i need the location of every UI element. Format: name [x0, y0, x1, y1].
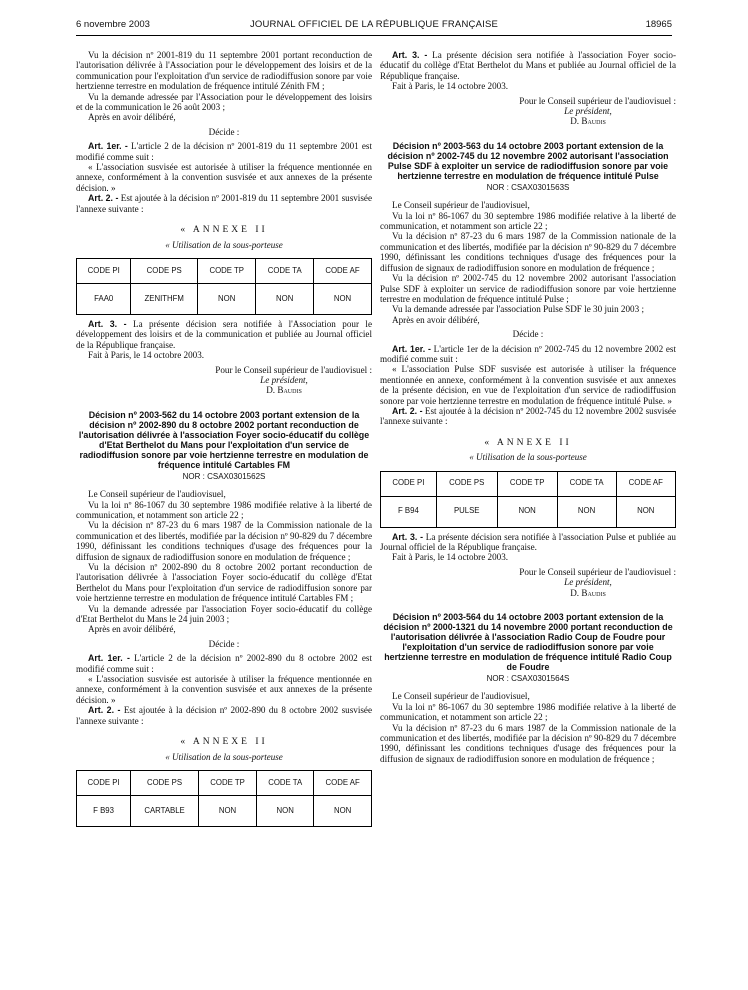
- signature-title: Le président,: [564, 577, 612, 588]
- table-cell: PULSE: [436, 496, 497, 527]
- annexe-table: [76, 770, 372, 827]
- table-cell: FAA0: [77, 283, 131, 314]
- article-2: [380, 406, 676, 427]
- decide-heading: Décide :: [512, 329, 544, 340]
- paragraph: Vu la demande adressée par l'association Pulse SDF le 30 juin 2003 ;: [392, 304, 644, 315]
- article-1: [76, 141, 372, 162]
- article-label: Art. 1er. -: [88, 141, 128, 152]
- paragraph: Le Conseil supérieur de l'audiovisuel,: [88, 489, 226, 500]
- journal-title: JOURNAL OFFICIEL DE LA RÉPUBLIQUE FRANÇAISE: [249, 19, 499, 30]
- paragraph: Après en avoir délibéré,: [88, 112, 176, 123]
- table-cell: NON: [557, 496, 616, 527]
- fait-a-paris: Fait à Paris, le 14 octobre 2003.: [392, 81, 509, 92]
- decide-heading: Décide :: [208, 638, 240, 649]
- table-row: [77, 795, 372, 826]
- annexe-subtitle: « Utilisation de la sous-porteuse: [165, 751, 283, 762]
- article-2: [76, 705, 372, 726]
- table-cell: NON: [497, 496, 557, 527]
- paragraph: Vu la décision nº 87-23 du 6 mars 1987 de la Commission nationale de la communication et des libertés, modifiée par la décision nº 90-829 du 7 décembre 1990, définissant les conditions techniques d'usage des fréquences pour la diffusion de signaux de radiodiffusion sonore en modulation de fréquence ;: [380, 722, 676, 764]
- article-label: Art. 1er. -: [88, 653, 130, 664]
- annexe-subtitle: « Utilisation de la sous-porteuse: [469, 452, 587, 463]
- article-label: Art. 2. -: [392, 405, 423, 416]
- article-quote: « L'association susvisée est autorisée à utiliser la fréquence mentionnée en annexe, conformément à la convention susvisée et aux annexes de la présente décision. »: [76, 162, 372, 193]
- table-header: CODE PI: [381, 471, 437, 496]
- table-row: [381, 496, 676, 527]
- article-text: L'article 1er de la décision nº 2002-745 du 12 novembre 2002 est modifié comme suit :: [380, 343, 677, 364]
- table-header: CODE PI: [77, 258, 131, 283]
- paragraph: Vu la décision nº 2001-819 du 11 septembre 2001 portant reconduction de l'autorisation délivrée à l'Association pour le développement des loisirs et de la communication pour l'exploitation d'un service de radiodiffusion sonore par voie hertzienne terrestre en modulation de fréquence intitulé Zénith FM ;: [76, 50, 372, 92]
- table-header: CODE TP: [197, 258, 255, 283]
- decision-title: Décision nº 2003-562 du 14 octobre 2003 portant extension de la décision nº 2002-890 du 8 octobre 2002 portant reconduction de l'autorisation délivrée à l'association Foyer socio-éducatif du collège d'Etat Berthelot du Mans pour l'exploitation d'un service de radiodiffusion sonore par voie hertzienne terrestre en modulation de fréquence intitulé Cartables FM: [78, 409, 370, 470]
- article-quote: « L'association Pulse SDF susvisée est autorisée à utiliser la fréquence mentionnée en annexe, conformément à la convention susvisée et aux annexes de la présente décision, en vue de l'exploitation d'un service de radiodiffusion sonore par voie hertzienne terrestre en modulation de fréquence intitulé Pulse. »: [380, 364, 676, 406]
- paragraph: Vu la décision nº 87-23 du 6 mars 1987 de la Commission nationale de la communication et des libertés, modifiée par la décision nº 90-829 du 7 décembre 1990, définissant les conditions techniques d'usage des fréquences pour la diffusion de signaux de radiodiffusion sonore en modulation de fréquence ;: [76, 520, 372, 562]
- signature-line: Pour le Conseil supérieur de l'audiovisuel :: [215, 364, 372, 375]
- article-3: [380, 50, 676, 81]
- paragraph: Vu la loi nº 86-1067 du 30 septembre 1986 modifiée relative à la liberté de communication, et notamment son article 22 ;: [380, 701, 676, 723]
- left-column: [76, 50, 372, 827]
- signature-line: Pour le Conseil supérieur de l'audiovisuel :: [519, 566, 676, 577]
- paragraph: Vu la décision nº 2002-890 du 8 octobre 2002 portant reconduction de l'autorisation délivrée à l'association Foyer socio-éducatif du collège d'Etat Berthelot du Mans pour l'exploitation d'un service de radiodiffusion sonore par voie hertzienne terrestre en modulation de fréquence intitulé Cartables FM ;: [76, 562, 372, 604]
- annexe-table: [76, 258, 372, 315]
- signature-name: D. Baudis: [570, 116, 606, 127]
- article-label: Art. 1er. -: [392, 343, 431, 354]
- paragraph: Après en avoir délibéré,: [88, 624, 176, 635]
- decide-heading: Décide :: [208, 126, 240, 137]
- nor-code: NOR : CSAX0301564S: [486, 674, 570, 684]
- page-number: 18965: [645, 19, 672, 30]
- annexe-subtitle: « Utilisation de la sous-porteuse: [165, 239, 283, 250]
- article-3: [76, 319, 372, 350]
- table-cell: NON: [198, 795, 256, 826]
- table-header-row: [77, 770, 372, 795]
- article-text: La présente décision sera notifiée à l'association Pulse et publiée au Journal officiel de la République française.: [380, 531, 676, 552]
- article-text: L'article 2 de la décision nº 2001-819 du 11 septembre 2001 est modifié comme suit :: [76, 141, 372, 162]
- table-cell: NON: [197, 283, 255, 314]
- paragraph: Vu la décision nº 2002-745 du 12 novembre 2002 autorisant l'association Pulse SDF à exploiter un service de radiodiffusion sonore par voie hertzienne terrestre en modulation de fréquence intitulé Pulse ;: [380, 273, 676, 304]
- article-1: [76, 653, 372, 674]
- article-text: L'article 2 de la décision nº 2002-890 du 8 octobre 2002 est modifié comme suit :: [76, 653, 372, 674]
- paragraph: Vu la loi nº 86-1067 du 30 septembre 1986 modifiée relative à la liberté de communication, et notamment son article 22 ;: [76, 499, 372, 520]
- fait-a-paris: Fait à Paris, le 14 octobre 2003.: [88, 350, 205, 361]
- nor-code: NOR : CSAX0301562S: [182, 471, 266, 481]
- article-text: Est ajoutée à la décision nº 2001-819 du 11 septembre 2001 susvisée l'annexe suivante :: [76, 193, 372, 214]
- table-row: [77, 283, 372, 314]
- decision-title: Décision nº 2003-564 du 14 octobre 2003 portant extension de la décision nº 2000-1321 du 14 novembre 2000 portant reconduction de l'autorisation délivrée à l'association Radio Coup de Foudre pour l'exploitation d'un service de radiodiffusion sonore par voie hertzienne terrestre en modulation de fréquence intitulé Radio Coup de Foudre: [383, 612, 673, 673]
- paragraph: Le Conseil supérieur de l'audiovisuel,: [392, 200, 530, 211]
- article-label: Art. 3. -: [88, 318, 127, 329]
- table-header: CODE PS: [436, 471, 497, 496]
- table-cell: NON: [616, 496, 675, 527]
- article-text: La présente décision sera notifiée à l'Association pour le développement des loisirs et de la communication et publiée au Journal officiel de la République française.: [76, 318, 372, 350]
- fait-a-paris: Fait à Paris, le 14 octobre 2003.: [392, 552, 509, 563]
- table-cell: ZENITHFM: [131, 283, 198, 314]
- table-cell: NON: [257, 795, 314, 826]
- article-3: [380, 532, 676, 553]
- article-text: La présente décision sera notifiée à l'association Foyer socio-éducatif du collège d'Etat Berthelot du Mans et publiée au Journal officiel de la République française.: [380, 50, 676, 81]
- signature-name: D. Baudis: [266, 385, 302, 396]
- annexe-title: « ANNEXE II: [180, 225, 268, 236]
- table-header: CODE PI: [77, 770, 131, 795]
- table-header: CODE AF: [616, 471, 675, 496]
- decision-title: Décision nº 2003-563 du 14 octobre 2003 portant extension de la décision nº 2002-745 du 12 novembre 2002 autorisant l'association Pulse SDF à exploiter un service de radiodiffusion sonore par voie hertzienne terrestre en modulation de fréquence intitulé Pulse: [387, 140, 669, 181]
- table-cell: NON: [314, 795, 372, 826]
- table-header: CODE TP: [198, 770, 256, 795]
- header-date: 6 novembre 2003: [76, 19, 150, 30]
- article-label: Art. 2. -: [88, 705, 121, 716]
- annexe-table: [380, 471, 676, 528]
- table-cell: F B94: [381, 496, 437, 527]
- header-rule: [76, 35, 672, 36]
- article-label: Art. 2. -: [88, 193, 119, 204]
- signature-line: Pour le Conseil supérieur de l'audiovisuel :: [519, 95, 676, 106]
- table-header: CODE AF: [313, 258, 371, 283]
- table-cell: NON: [313, 283, 371, 314]
- article-2: [76, 193, 372, 214]
- table-header: CODE TA: [557, 471, 616, 496]
- article-label: Art. 3. -: [392, 531, 424, 542]
- table-cell: F B93: [77, 795, 131, 826]
- annexe-title: « ANNEXE II: [180, 737, 268, 748]
- table-header: CODE TA: [257, 770, 314, 795]
- table-header: CODE PS: [131, 770, 199, 795]
- paragraph: Vu la loi nº 86-1067 du 30 septembre 1986 modifiée relative à la liberté de communication, et notamment son article 22 ;: [380, 210, 676, 232]
- signature-title: Le président,: [564, 106, 612, 117]
- annexe-title: « ANNEXE II: [484, 437, 572, 448]
- article-text: Est ajoutée à la décision nº 2002-890 du 8 octobre 2002 susvisée l'annexe suivante :: [76, 705, 373, 726]
- table-header-row: [381, 471, 676, 496]
- paragraph: Vu la demande adressée par l'association Foyer socio-éducatif du collège d'Etat Berthelot du Mans le 24 juin 2003 ;: [76, 603, 372, 625]
- table-header: CODE TA: [256, 258, 314, 283]
- article-1: [380, 344, 676, 365]
- paragraph: Vu la demande adressée par l'Association pour le développement des loisirs et de la communication le 26 août 2003 ;: [76, 91, 372, 113]
- signature-name: D. Baudis: [570, 587, 606, 598]
- paragraph: Après en avoir délibéré,: [392, 314, 480, 325]
- paragraph: Le Conseil supérieur de l'audiovisuel,: [392, 691, 530, 702]
- table-header: CODE TP: [497, 471, 557, 496]
- article-text: Est ajoutée à la décision nº 2002-745 du 12 novembre 2002 susvisée l'annexe suivante :: [380, 405, 677, 427]
- page-header: [76, 19, 672, 35]
- paragraph: Vu la décision nº 87-23 du 6 mars 1987 de la Commission nationale de la communication et des libertés, modifiée par la décision nº 90-829 du 7 décembre 1990, définissant les conditions techniques d'usage des fréquences pour la diffusion de signaux de radiodiffusion sonore en modulation de fréquence ;: [380, 231, 676, 273]
- right-column: [380, 50, 676, 764]
- nor-code: NOR : CSAX0301563S: [486, 182, 570, 192]
- table-header: CODE AF: [314, 770, 372, 795]
- table-header-row: [77, 258, 372, 283]
- article-quote: « L'association susvisée est autorisée à utiliser la fréquence mentionnée en annexe, conformément à la convention susvisée et aux annexes de la présente décision. »: [76, 674, 372, 705]
- table-cell: CARTABLE: [131, 795, 199, 826]
- signature-title: Le président,: [260, 374, 308, 385]
- table-header: CODE PS: [131, 258, 198, 283]
- article-label: Art. 3. -: [392, 50, 428, 60]
- table-cell: NON: [256, 283, 314, 314]
